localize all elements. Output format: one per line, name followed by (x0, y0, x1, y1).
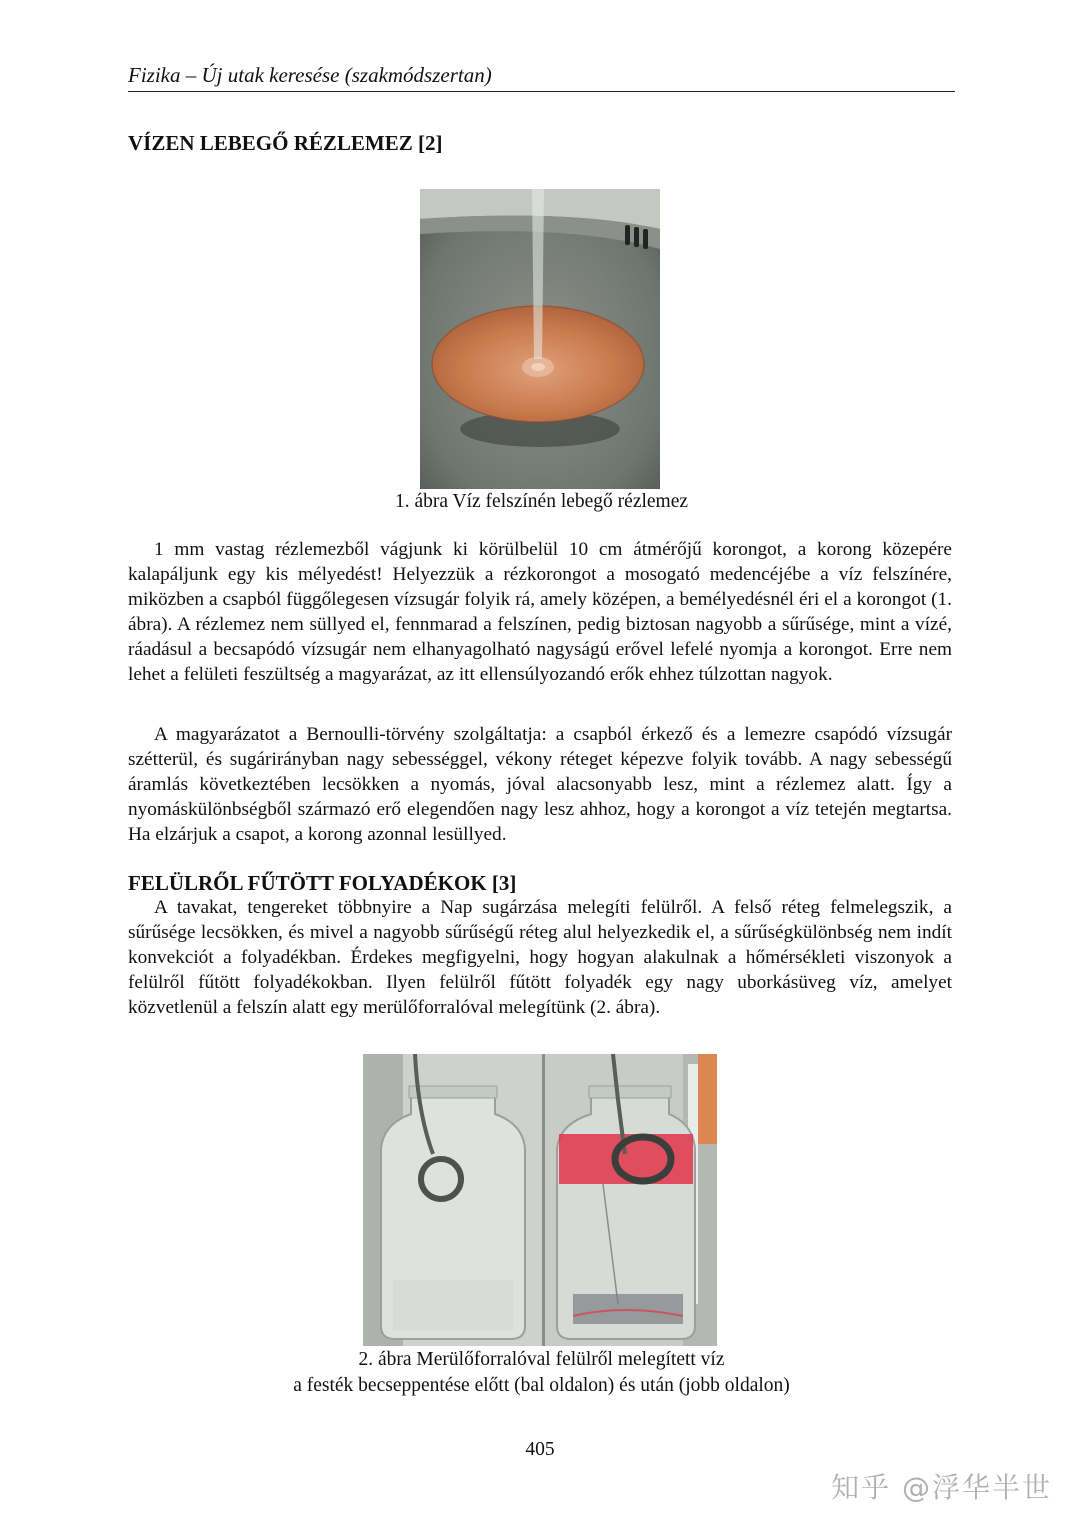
section-heading-copper-plate: VÍZEN LEBEGŐ RÉZLEMEZ [2] (128, 131, 443, 155)
figure-copper-disc-photo (420, 189, 660, 489)
jars-photo-illustration (363, 1054, 717, 1346)
paragraph-heated-liquids: A tavakat, tengereket többnyire a Nap sugárzása melegíti felülről. A felső réteg felmelegszik, a sűrűsége lecsökken, és mivel a nagyobb sűrűségű réteg alul helyezkedik el, a sűrűségkülönbség nem indít konvekciót a folyadékban. Érdekes megfigyelni, hogy hogyan alakulnak a hőmérsékleti viszonyok a felülről fűtött folyadékokban. Ilyen felülről fűtött folyadék egy nagy uborkásüveg víz, amelyet közvetlenül a felszín alatt egy merülőforralóval melegítünk (2. ábra). (128, 897, 952, 1018)
figure-jars-photo (363, 1054, 717, 1346)
paragraph-copper-1: 1 mm vastag rézlemezből vágjunk ki körülbelül 10 cm átmérőjű korongot, a korong közepére kalapáljunk egy kis mélyedést! Helyezzük a rézkorongot a mosogató medencéjébe a víz felszínére, miközben a csapból függőlegesen vízsugár folyik rá, amely középen, a bemélyedésnél éri el a korongot (1. ábra). A rézlemez nem süllyed el, fennmarad a felszínen, pedig biztosan nagyobb a sűrűsége, mint a vízé, ráadásul a becsapódó vízsugár nem elhanyagolható nagyságú erővel lefelé nyomja a korongot. Erre nem lehet a felületi feszültség a magyarázat, az itt ellensúlyozandó erők ehhez túlzottan nagyok. (128, 539, 952, 685)
figure-2-caption-line-2: a festék becseppentése előtt (bal oldalon) és után (jobb oldalon) (293, 1375, 790, 1396)
paragraph-copper-2: A magyarázatot a Bernoulli-törvény szolgáltatja: a csapból érkező és a lemezre csapódó vízsugár szétterül, és sugárirányban nagy sebességgel, vékony réteget képezve folyik tovább. A nagy sebességű áramlás következtében lecsökken a nyomás, jóval alacsonyabb lesz, mint a rézlemez alatt. Így a nyomáskülönbségből származó erő elegendően nagy lesz ahhoz, hogy a korongot a víz tetején megtartsa. Ha elzárjuk a csapot, a korong azonnal lesüllyed. (128, 724, 952, 845)
water-stream (532, 189, 544, 359)
watermark: 知乎 @浮华半世 (831, 1471, 1052, 1504)
running-header: Fizika – Új utak keresése (szakmódszertan) (128, 62, 955, 92)
figure-2-caption-line-1: 2. ábra Merülőforralóval felülről melegített víz (358, 1349, 725, 1370)
page-number: 405 (525, 1439, 555, 1460)
section-heading-heated-liquids: FELÜLRŐL FŰTÖTT FOLYADÉKOK [3] (128, 871, 517, 895)
figure-1-caption: 1. ábra Víz felszínén lebegő rézlemez (394, 491, 689, 512)
copper-disc-photo-illustration (420, 189, 660, 489)
